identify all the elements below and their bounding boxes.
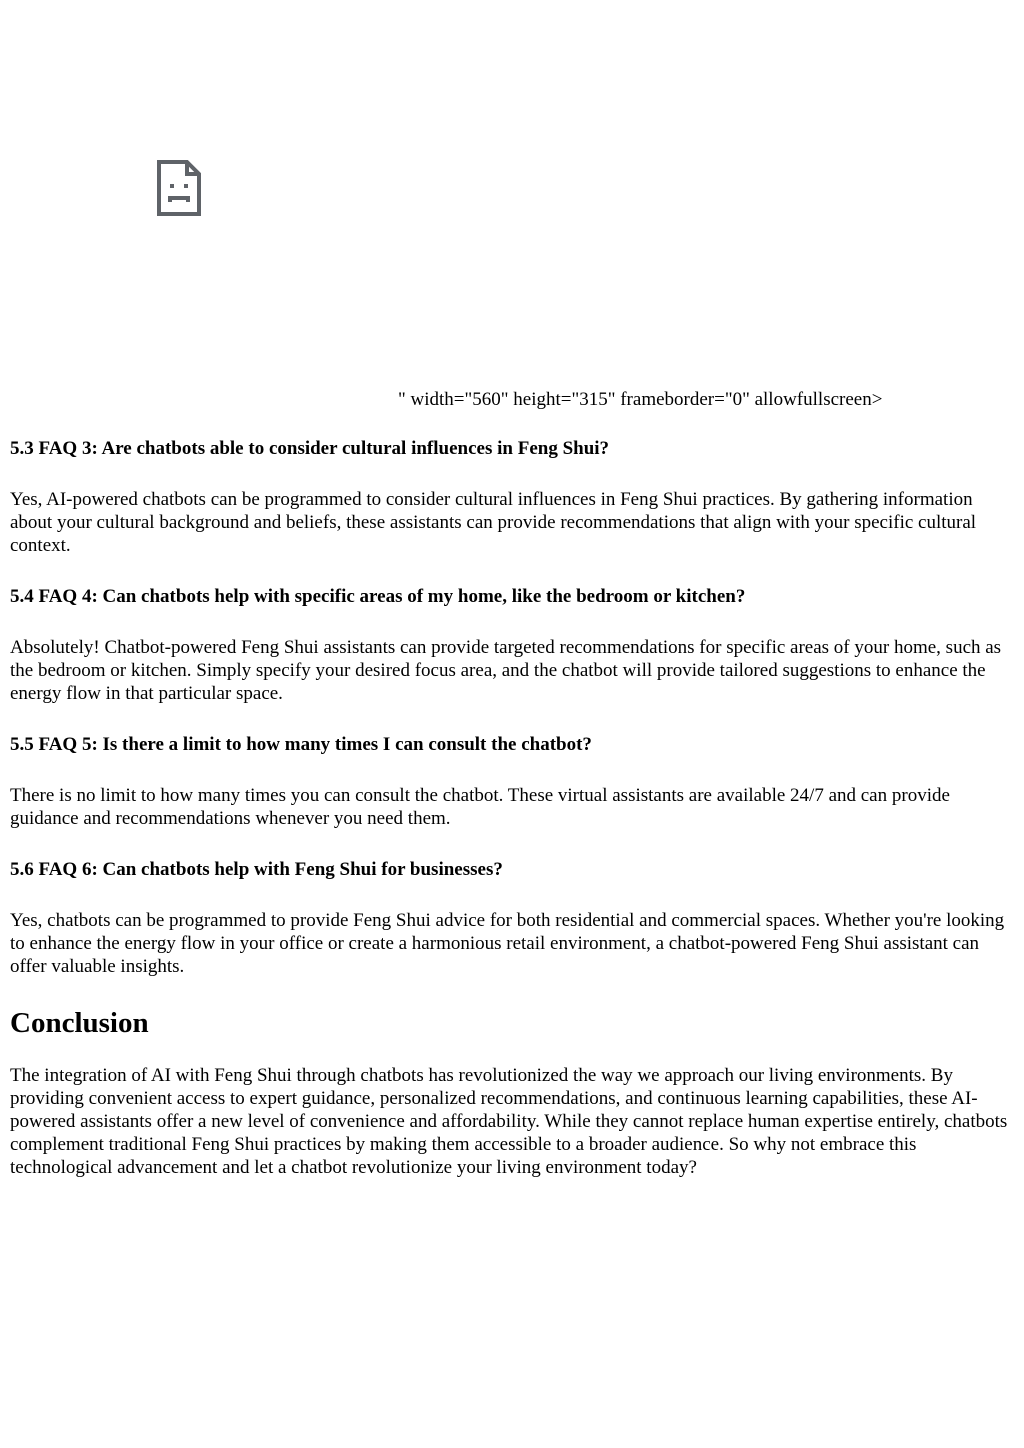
faq-answer: Yes, chatbots can be programmed to provide Feng Shui advice for both residential and commercial spaces. Whether you're looking to enhance the energy flow in your office or create a harmonious retail environment, a chatbot-powered Feng Shui assistant can offer valuable insights.	[10, 910, 1005, 977]
conclusion-paragraph: The integration of AI with Feng Shui through chatbots has revolutionized the way we approach our living environments. By providing convenient access to expert guidance, personalized recommendations, and continuous learning capabilities, these AI-powered assistants offer a new level of convenience and affordability. While they cannot replace human expertise entirely, chatbots complement traditional Feng Shui practices by making them accessible to a broader audience. So why not embrace this technological advancement and let a chatbot revolutionize your living environment today?	[10, 1065, 1008, 1178]
conclusion-heading: Conclusion	[10, 1007, 149, 1039]
faq-answer: Yes, AI-powered chatbots can be programmed to consider cultural influences in Feng Shui practices. By gathering information about your cultural background and beliefs, these assistants can provide recommendations that align with your specific cultural context.	[10, 489, 977, 556]
faq-question: 5.3 FAQ 3: Are chatbots able to consider cultural influences in Feng Shui?	[10, 438, 610, 459]
faq-question: 5.6 FAQ 6: Can chatbots help with Feng Shui for businesses?	[10, 859, 503, 880]
article-content	[10, 437, 1014, 1179]
faq-question: 5.5 FAQ 5: Is there a limit to how many times I can consult the chatbot?	[10, 734, 592, 755]
faq-answer: There is no limit to how many times you can consult the chatbot. These virtual assistants are available 24/7 and can provide guidance and recommendations whenever you need them.	[10, 785, 950, 829]
faq-question: 5.4 FAQ 4: Can chatbots help with specific areas of my home, like the bedroom or kitchen?	[10, 586, 746, 607]
embed-residue-text: " width="560" height="315" frameborder="0" allowfullscreen>	[398, 389, 883, 410]
faq-answer: Absolutely! Chatbot-powered Feng Shui assistants can provide targeted recommendations for specific areas of your home, such as the bedroom or kitchen. Simply specify your desired focus area, and the chatbot will provide tailored suggestions to enhance the energy flow in that particular space.	[10, 637, 1002, 704]
broken-document-icon	[157, 160, 201, 216]
